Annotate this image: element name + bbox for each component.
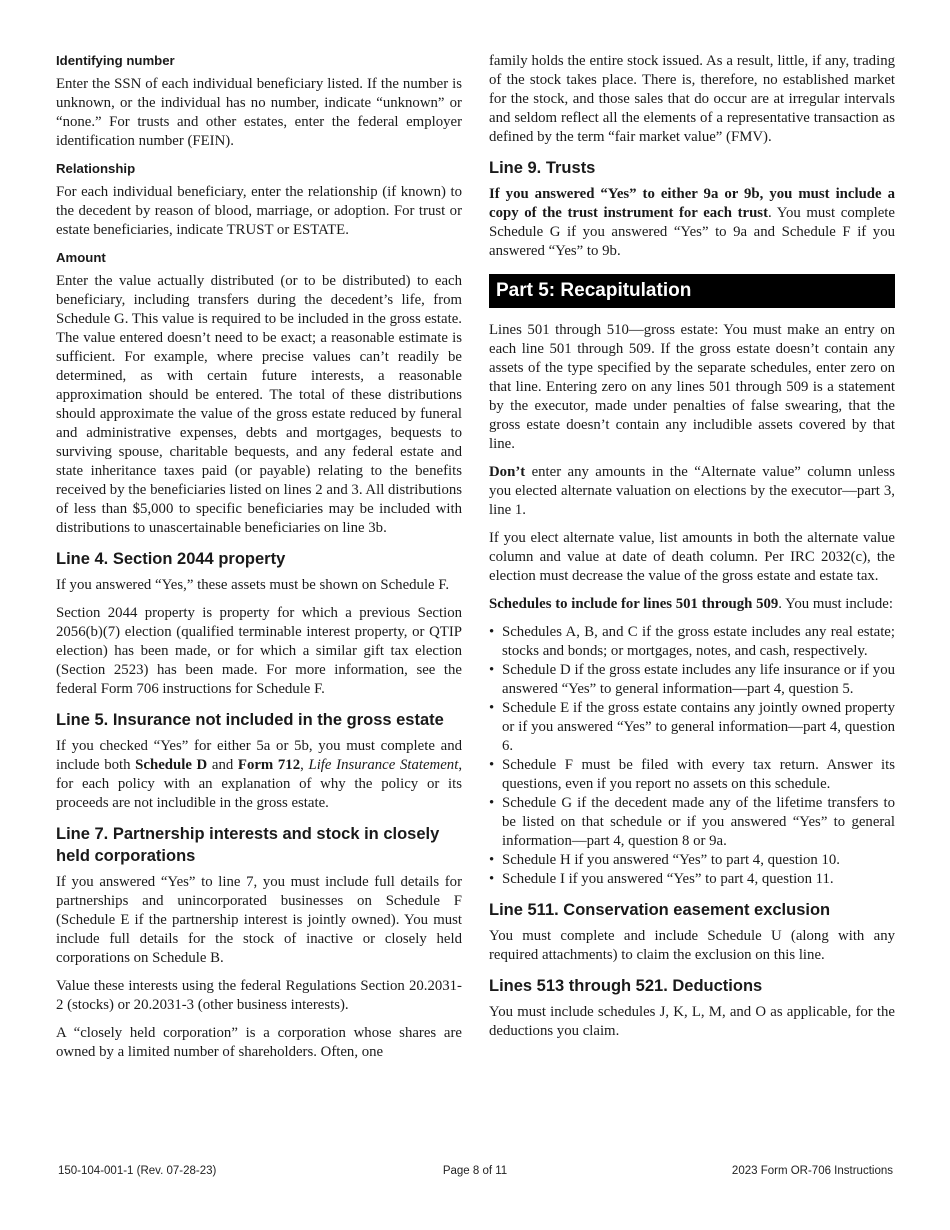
amount-heading: Amount xyxy=(56,250,106,265)
list-item: • Schedules A, B, and C if the gross estate includes any real estate; stocks and bonds; or mortgages, notes, and cash, respectively. xyxy=(489,623,895,661)
line4-paragraph-2: Section 2044 property is property for which a previous Section 2056(b)(7) election (qualified terminable interest property, or QTIP election) has been made, or for which a similar gift tax election (Section 2523) has been made. For more information, see the federal Form 706 instructions for Schedule F. xyxy=(56,605,462,697)
line5-heading: Line 5. Insurance not included in the gross estate xyxy=(56,711,444,729)
schedules-list xyxy=(489,623,895,889)
recap-paragraph-2: Don’t enter any amounts in the “Alternate value” column unless you elected alternate valuation on elections by the executor—part 3, line 1. xyxy=(489,464,895,518)
right-column xyxy=(489,52,895,1050)
relationship-heading: Relationship xyxy=(56,161,136,176)
amount-text: Enter the value actually distributed (or to be distributed) to each beneficiary, including transfers during the decedent’s life, from Schedule G. This value is required to be included in the gross estate. The value entered doesn’t need to be exact; a reasonable estimate is sufficient. For example, where precise values can’t readily be determined, as with certain future interests, a reasonable approximation should be entered. The total of these distributions should approximate the value of the gross estate reduced by funeral and administrative expenses, debts and mortgages, bequests to surviving spouse, charitable bequests, and any federal estate and state inheritance taxes paid (or payable) relating to the benefits received by the beneficiaries listed on lines 2 and 3. All distributions of less than $5,000 to specific beneficiaries may be included with distributions to unascertainable beneficiaries on line 3b. xyxy=(56,273,462,536)
left-column xyxy=(56,52,462,1071)
list-item: • Schedule F must be filed with every tax return. Answer its questions, even if you report no assets on this schedule. xyxy=(489,756,895,794)
line7-paragraph-2: Value these interests using the federal Regulations Section 20.2031-2 (stocks) or 20.2031-3 (other business interests). xyxy=(56,978,462,1013)
schedules-bold: Schedules to include for lines 501 through 509 xyxy=(489,596,779,612)
line9-heading: Line 9. Trusts xyxy=(489,159,596,177)
line513-heading: Lines 513 through 521. Deductions xyxy=(489,977,763,995)
footer-form-id: 150-104-001-1 (Rev. 07-28-23) xyxy=(58,1165,217,1177)
line9-bold-text: If you answered “Yes” to either 9a or 9b, you must include a copy of the trust instrument for each trust xyxy=(489,186,895,221)
line4-paragraph-1: If you answered “Yes,” these assets must be shown on Schedule F. xyxy=(56,577,450,593)
line511-paragraph: You must complete and include Schedule U (along with any required attachments) to claim the exclusion on this line. xyxy=(489,928,895,963)
line4-heading: Line 4. Section 2044 property xyxy=(56,550,286,568)
line7-paragraph-3: A “closely held corporation” is a corporation whose shares are owned by a limited number of shareholders. Often, one xyxy=(56,1025,462,1060)
line5-paragraph: If you checked “Yes” for either 5a or 5b, you must complete and include both Schedule D and Form 712, Life Insurance Statement, for each policy with an explanation of why the policy or its proceeds are not includible in the gross estate. xyxy=(56,738,463,811)
list-item: • Schedule G if the decedent made any of the lifetime transfers to be listed on that schedule or if you answered “Yes” to general information—part 4, question 8 or 9a. xyxy=(489,794,895,851)
part5-title-bar: Part 5: Recapitulation xyxy=(489,274,895,308)
list-item: • Schedule E if the gross estate contains any jointly owned property or if you answered “Yes” to general information—part 4, question 6. xyxy=(489,699,895,756)
list-item: • Schedule H if you answered “Yes” to part 4, question 10. xyxy=(489,851,895,870)
identifying-number-text: Enter the SSN of each individual beneficiary listed. If the number is unknown, or the individual has no number, indicate “unknown” or “none.” For trusts and other estates, enter the federal employer identification number (FEIN). xyxy=(56,76,462,149)
dont-bold: Don’t xyxy=(489,464,526,480)
line7-paragraph-1: If you answered “Yes” to line 7, you must include full details for partnerships and unincorporated businesses on Schedule F (Schedule E if the partnership interest is jointly owned). You must include full details for the stock of inactive or closely held corporations on Schedule B. xyxy=(56,874,462,966)
list-item: • Schedule I if you answered “Yes” to part 4, question 11. xyxy=(489,870,895,889)
recap-paragraph-3: If you elect alternate value, list amounts in both the alternate value column and value at date of death column. Per IRC 2032(c), the election must decrease the value of the gross estate and estate tax. xyxy=(489,530,895,584)
schedules-intro: Schedules to include for lines 501 through 509. You must include: xyxy=(489,596,893,612)
schedule-d-bold: Schedule D xyxy=(135,757,208,773)
line511-heading: Line 511. Conservation easement exclusion xyxy=(489,901,831,919)
line513-paragraph: You must include schedules J, K, L, M, and O as applicable, for the deductions you claim. xyxy=(489,1004,895,1039)
footer-page-number: Page 8 of 11 xyxy=(442,1165,508,1177)
recap-paragraph-1: Lines 501 through 510—gross estate: You must make an entry on each line 501 through 509. If the gross estate doesn’t contain any assets of the type specified by the separate schedules, enter zero on that line. Entering zero on any lines 501 through 509 is a statement by the executor, made under penalties of false swearing, that the gross estate doesn’t contain any includible assets covered by that line. xyxy=(489,322,895,452)
identifying-number-heading: Identifying number xyxy=(56,53,175,68)
life-insurance-statement-italic: Life Insurance Statement xyxy=(308,757,459,773)
list-item: • Schedule D if the gross estate includes any life insurance or if you answered “Yes” to general information—part 4, question 5. xyxy=(489,661,895,699)
relationship-text: For each individual beneficiary, enter the relationship (if known) to the decedent by reason of blood, marriage, or adoption. For trust or estate beneficiaries, indicate TRUST or ESTATE. xyxy=(56,184,462,238)
form-712-bold: Form 712 xyxy=(237,757,301,773)
line9-paragraph: If you answered “Yes” to either 9a or 9b, you must include a copy of the trust instrument for each trust. You must complete Schedule G if you answered “Yes” to 9a and Schedule F if you answered “Yes” to 9b. xyxy=(489,186,895,259)
line7-heading: Line 7. Partnership interests and stock in closely held corporations xyxy=(56,825,440,865)
footer-form-title: 2023 Form OR-706 Instructions xyxy=(731,1165,893,1177)
closely-held-continuation: family holds the entire stock issued. As a result, little, if any, trading of the stock takes place. There is, therefore, no established market for the stock, and those sales that do occur are at irregular intervals and seldom reflect all the elements of a representative transaction as defined by the term “fair market value” (FMV). xyxy=(489,53,895,145)
